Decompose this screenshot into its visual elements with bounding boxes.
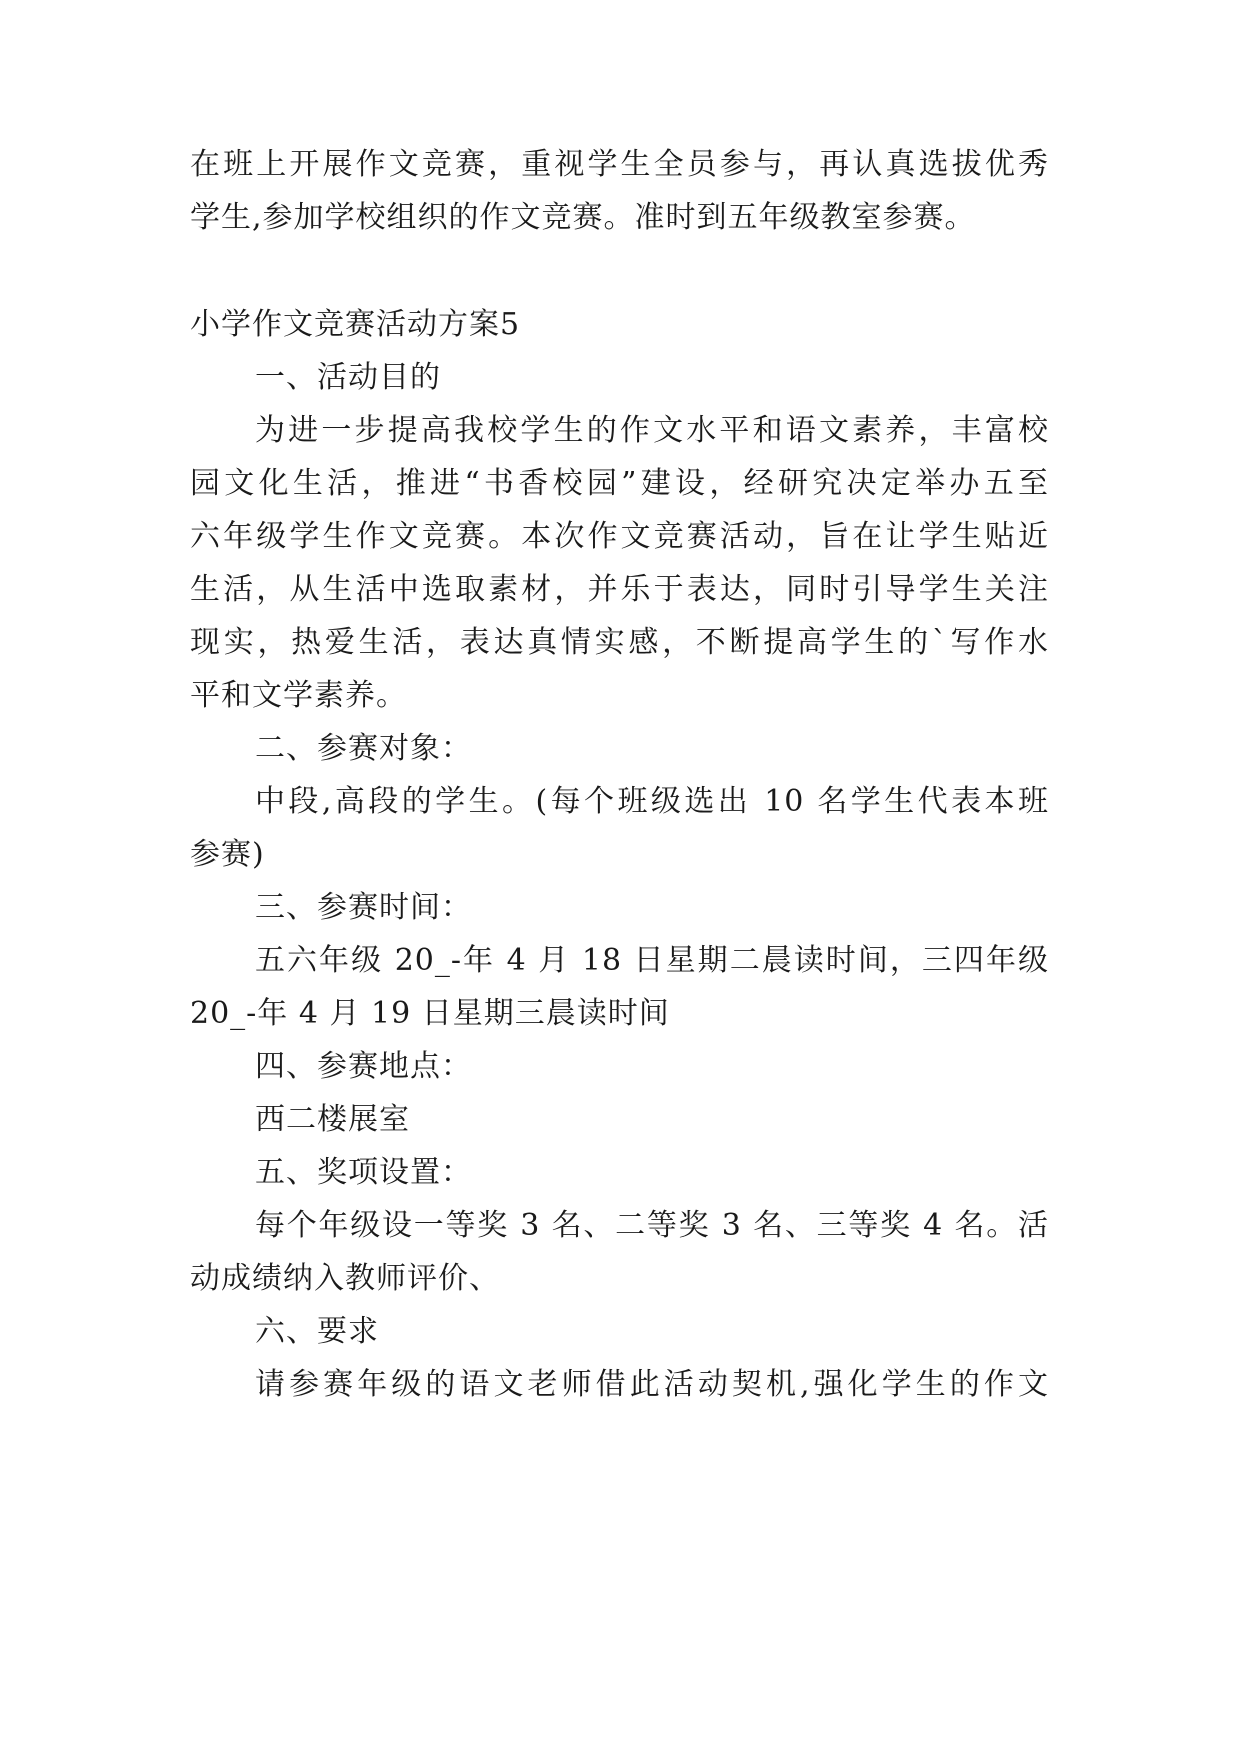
section-heading: 一、活动目的	[255, 360, 441, 395]
paragraph-line: 平和文学素养。	[190, 678, 407, 713]
paragraph-line: 园文化生活，推进“书香校园”建设，经研究决定举办五至	[190, 466, 1049, 501]
section-heading: 六、要求	[255, 1314, 379, 1349]
section-heading: 五、奖项设置：	[255, 1155, 472, 1190]
paragraph-line: 六年级学生作文竞赛。本次作文竞赛活动，旨在让学生贴近	[190, 519, 1049, 554]
paragraph-line: 每个年级设一等奖 3 名、二等奖 3 名、三等奖 4 名。活	[255, 1208, 1049, 1243]
section-title: 小学作文竞赛活动方案5	[190, 307, 521, 342]
paragraph-line: 现实，热爱生活，表达真情实感，不断提高学生的`写作水	[190, 625, 1049, 660]
paragraph-line: 为进一步提高我校学生的作文水平和语文素养，丰富校	[255, 413, 1049, 448]
section-heading: 三、参赛时间：	[255, 890, 472, 925]
paragraph-line: 生活，从生活中选取素材，并乐于表达，同时引导学生关注	[190, 572, 1049, 607]
section-heading: 二、参赛对象：	[255, 731, 472, 766]
paragraph-line: 中段,高段的学生。(每个班级选出 10 名学生代表本班	[255, 784, 1049, 819]
section-heading: 四、参赛地点：	[255, 1049, 472, 1084]
paragraph-line: 动成绩纳入教师评价、	[190, 1261, 500, 1296]
paragraph-line: 西二楼展室	[255, 1102, 410, 1137]
paragraph-line: 请参赛年级的语文老师借此活动契机,强化学生的作文	[255, 1367, 1049, 1402]
paragraph-line: 五六年级 20_-年 4 月 18 日星期二晨读时间，三四年级	[255, 943, 1049, 978]
paragraph-line: 学生,参加学校组织的作文竞赛。准时到五年级教室参赛。	[190, 200, 976, 235]
paragraph-line: 20_-年 4 月 19 日星期三晨读时间	[190, 996, 670, 1031]
paragraph-line: 参赛)	[190, 837, 265, 872]
paragraph-line: 在班上开展作文竞赛，重视学生全员参与，再认真选拔优秀	[190, 147, 1049, 182]
